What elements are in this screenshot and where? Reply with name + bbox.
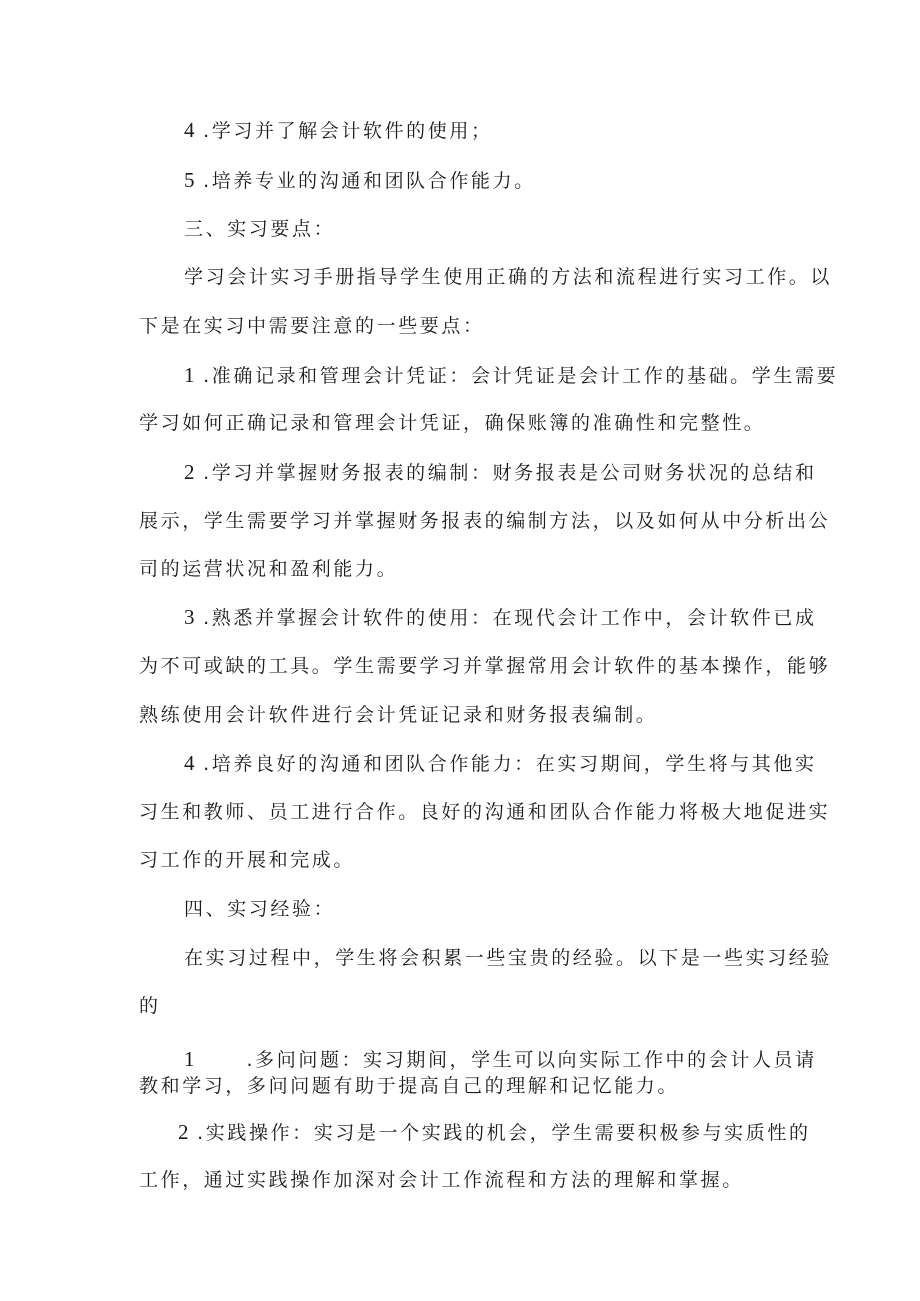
paragraph-line: 习工作的开展和完成。 <box>139 849 356 871</box>
paragraph-line: 教和学习，多问问题有助于提高自己的理解和记忆能力。 <box>139 1075 680 1097</box>
experience-ask-questions <box>184 1047 817 1072</box>
point-communication <box>184 751 817 776</box>
paragraph-line: 学习如何正确记录和管理会计凭证，确保账簿的准确性和完整性。 <box>139 412 766 434</box>
item-number: 1 <box>184 1047 195 1071</box>
section-heading-key-points: 三、实习要点： <box>184 218 336 240</box>
item-text: .学习并了解会计软件的使用； <box>203 120 493 142</box>
paragraph-line: 工作，通过实践操作加深对会计工作流程和方法的理解和掌握。 <box>139 1169 744 1191</box>
list-item-learn-software <box>184 118 493 143</box>
item-number: 2 <box>184 460 195 484</box>
paragraph-line: 司的运营状况和盈利能力。 <box>139 558 399 580</box>
paragraph-line: 习生和教师、员工进行合作。良好的沟通和团队合作能力将极大地促进实 <box>139 801 831 823</box>
item-text: .培养良好的沟通和团队合作能力：在实习期间，学生将与其他实 <box>203 753 817 775</box>
section-heading-experience: 四、实习经验： <box>184 898 336 920</box>
paragraph-line: 的 <box>139 995 161 1017</box>
point-vouchers <box>184 363 838 388</box>
paragraph-line: 在实习过程中，学生将会积累一些宝贵的经验。以下是一些实习经验 <box>184 947 833 969</box>
item-number: 1 <box>184 363 195 387</box>
paragraph-line: 为不可或缺的工具。学生需要学习并掌握常用会计软件的基本操作，能够 <box>139 655 831 677</box>
item-text: .实践操作：实习是一个实践的机会，学生需要积极参与实质性的 <box>197 1122 811 1144</box>
item-text: .准确记录和管理会计凭证：会计凭证是会计工作的基础。学生需要 <box>203 365 839 387</box>
paragraph-line: 学习会计实习手册指导学生使用正确的方法和流程进行实习工作。以 <box>184 266 833 288</box>
paragraph-line: 下是在实习中需要注意的一些要点： <box>139 315 485 337</box>
list-item-teamwork <box>184 168 536 193</box>
point-financial-statements <box>184 460 817 485</box>
item-text: .多问问题：实习期间，学生可以向实际工作中的会计人员请 <box>246 1049 817 1071</box>
experience-practice <box>178 1120 811 1145</box>
paragraph-line: 熟练使用会计软件进行会计凭证记录和财务报表编制。 <box>139 704 658 726</box>
point-accounting-software <box>184 605 817 630</box>
paragraph-line: 展示，学生需要学习并掌握财务报表的编制方法，以及如何从中分析出公 <box>139 510 831 532</box>
item-number: 4 <box>184 751 195 775</box>
item-text: .熟悉并掌握会计软件的使用：在现代会计工作中，会计软件已成 <box>203 607 817 629</box>
item-text: .学习并掌握财务报表的编制：财务报表是公司财务状况的总结和 <box>203 462 817 484</box>
item-number: 5 <box>184 168 195 192</box>
item-number: 4 <box>184 118 195 142</box>
item-text: .培养专业的沟通和团队合作能力。 <box>203 170 536 192</box>
item-number: 2 <box>178 1120 189 1144</box>
item-number: 3 <box>184 605 195 629</box>
